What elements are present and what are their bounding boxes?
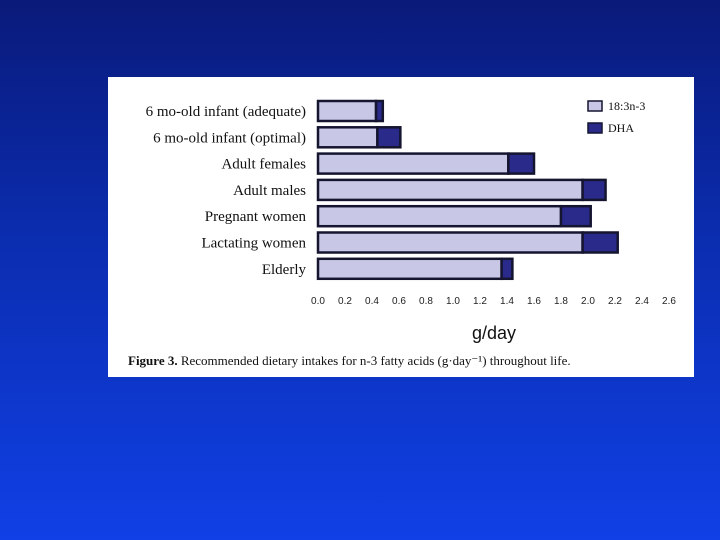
bar-segment-dha: [583, 180, 606, 200]
figure-panel: [108, 77, 694, 377]
x-tick-label: 2.4: [635, 296, 649, 307]
bar-segment-dha: [561, 206, 591, 226]
x-tick-label: 1.0: [446, 296, 460, 307]
legend-swatch: [588, 123, 602, 133]
legend-label: 18:3n-3: [608, 99, 646, 113]
x-tick-label: 0.2: [338, 296, 352, 307]
x-tick-label: 2.2: [608, 296, 622, 307]
x-tick-label: 1.6: [527, 296, 541, 307]
x-tick-label: 0.6: [392, 296, 406, 307]
caption-bold: Figure 3.: [128, 353, 178, 368]
bar-segment-alpha-linolenic: [318, 154, 508, 174]
category-label: Lactating women: [201, 235, 306, 252]
x-tick-label: 0.4: [365, 296, 379, 307]
category-label: Adult males: [233, 182, 306, 199]
legend-label: DHA: [608, 121, 634, 135]
category-label: 6 mo-old infant (optimal): [153, 130, 306, 147]
x-tick-label: 2.0: [581, 296, 595, 307]
category-label: Adult females: [221, 156, 306, 173]
bar-chart: [108, 77, 694, 377]
bar-segment-dha: [583, 233, 618, 253]
category-label: Pregnant women: [204, 209, 306, 226]
x-tick-label: 0.8: [419, 296, 433, 307]
x-tick-label: 0.0: [311, 296, 325, 307]
x-tick-label: 1.2: [473, 296, 487, 307]
x-tick-label: 2.6: [662, 296, 676, 307]
bar-segment-alpha-linolenic: [318, 206, 561, 226]
category-label: Elderly: [261, 261, 306, 278]
bar-segment-alpha-linolenic: [318, 127, 377, 147]
bar-segment-dha: [502, 259, 513, 279]
bar-segment-alpha-linolenic: [318, 259, 502, 279]
bar-segment-dha: [376, 101, 383, 121]
legend-swatch: [588, 101, 602, 111]
x-axis-title: g/day: [471, 323, 517, 343]
bar-segment-alpha-linolenic: [318, 233, 583, 253]
bar-segment-dha: [508, 154, 534, 174]
figure-caption: [128, 353, 571, 368]
bar-segment-alpha-linolenic: [318, 180, 583, 200]
bar-segment-dha: [377, 127, 400, 147]
x-tick-label: 1.4: [500, 296, 514, 307]
caption-text: Recommended dietary intakes for n-3 fatty acids (g·day⁻¹) throughout life.: [177, 353, 571, 368]
bar-segment-alpha-linolenic: [318, 101, 376, 121]
x-tick-label: 1.8: [554, 296, 568, 307]
category-label: 6 mo-old infant (adequate): [145, 104, 306, 120]
